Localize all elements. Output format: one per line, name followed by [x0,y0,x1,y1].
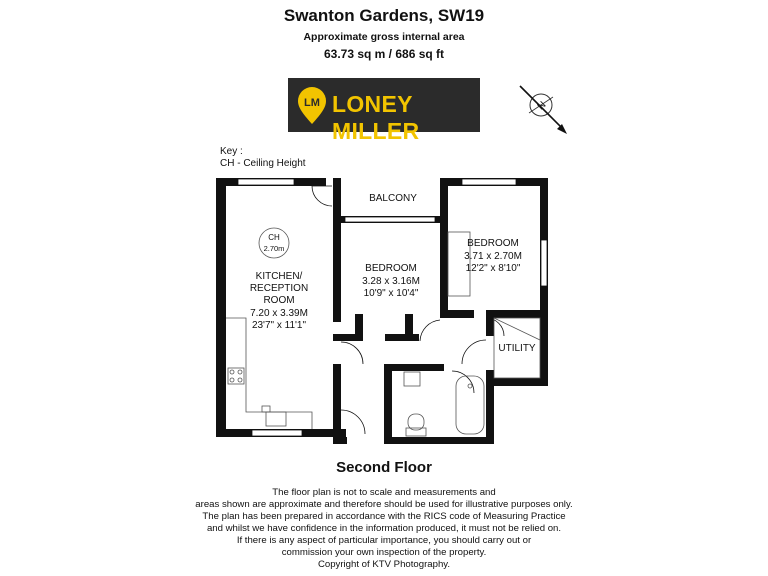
disclaimer-line-4: and whilst we have confidence in the information produced, it must not be relied on. [206,523,562,534]
bedroom2-dimensions-imperial: 12'2" x 8'10" [465,263,521,274]
logo-icon-letters: LM [304,97,320,109]
area-value: 63.73 sq m / 686 sq ft [323,47,445,61]
bedroom2-dimensions-metric: 3.71 x 2.70M [464,251,522,262]
kitchen-dimensions-imperial: 23'7" x 11'1" [251,320,307,331]
bedroom2-label: BEDROOM [467,238,519,249]
disclaimer-line-1: The floor plan is not to scale and measurements and [272,487,496,498]
kitchen-units [226,318,312,429]
bedroom1-label: BEDROOM [365,263,417,274]
logo-text: LONEY MILLER [332,91,420,144]
copyright-line: Copyright of KTV Photography. [317,559,451,570]
balcony-label: BALCONY [369,193,417,204]
ceiling-height-label: CH [268,233,280,242]
disclaimer-line-6: commission your own inspection of the property. [281,547,487,558]
kitchen-dimensions-metric: 7.20 x 3.39M [250,308,308,319]
bedroom1-dimensions-metric: 3.28 x 3.16M [362,276,420,287]
kitchen-label-line2: RECEPTION [249,283,309,294]
bedroom1-dimensions-imperial: 10'9" x 10'4" [363,288,419,299]
property-title: Swanton Gardens, SW19 [283,6,485,25]
floor-label: Second Floor [336,459,432,476]
ceiling-height-marker [259,228,289,258]
disclaimer-line-2: areas shown are approximate and therefore should be used for illustrative purposes only. [195,499,573,510]
ceiling-height-value: 2.70m [263,244,285,253]
key-entry-ceiling-height: CH - Ceiling Height [220,158,306,169]
disclaimer-line-5: If there is any aspect of particular importance, you should carry out or [236,535,532,546]
area-label: Approximate gross internal area [303,31,465,43]
compass-letter: N [535,99,549,113]
utility-label: UTILITY [498,343,536,354]
kitchen-label-line3: ROOM [263,295,295,306]
key-title: Key : [220,146,243,157]
kitchen-label-line1: KITCHEN/ [255,271,303,282]
disclaimer-line-3: The plan has been prepared in accordance with the RICS code of Measuring Practice [202,511,566,522]
